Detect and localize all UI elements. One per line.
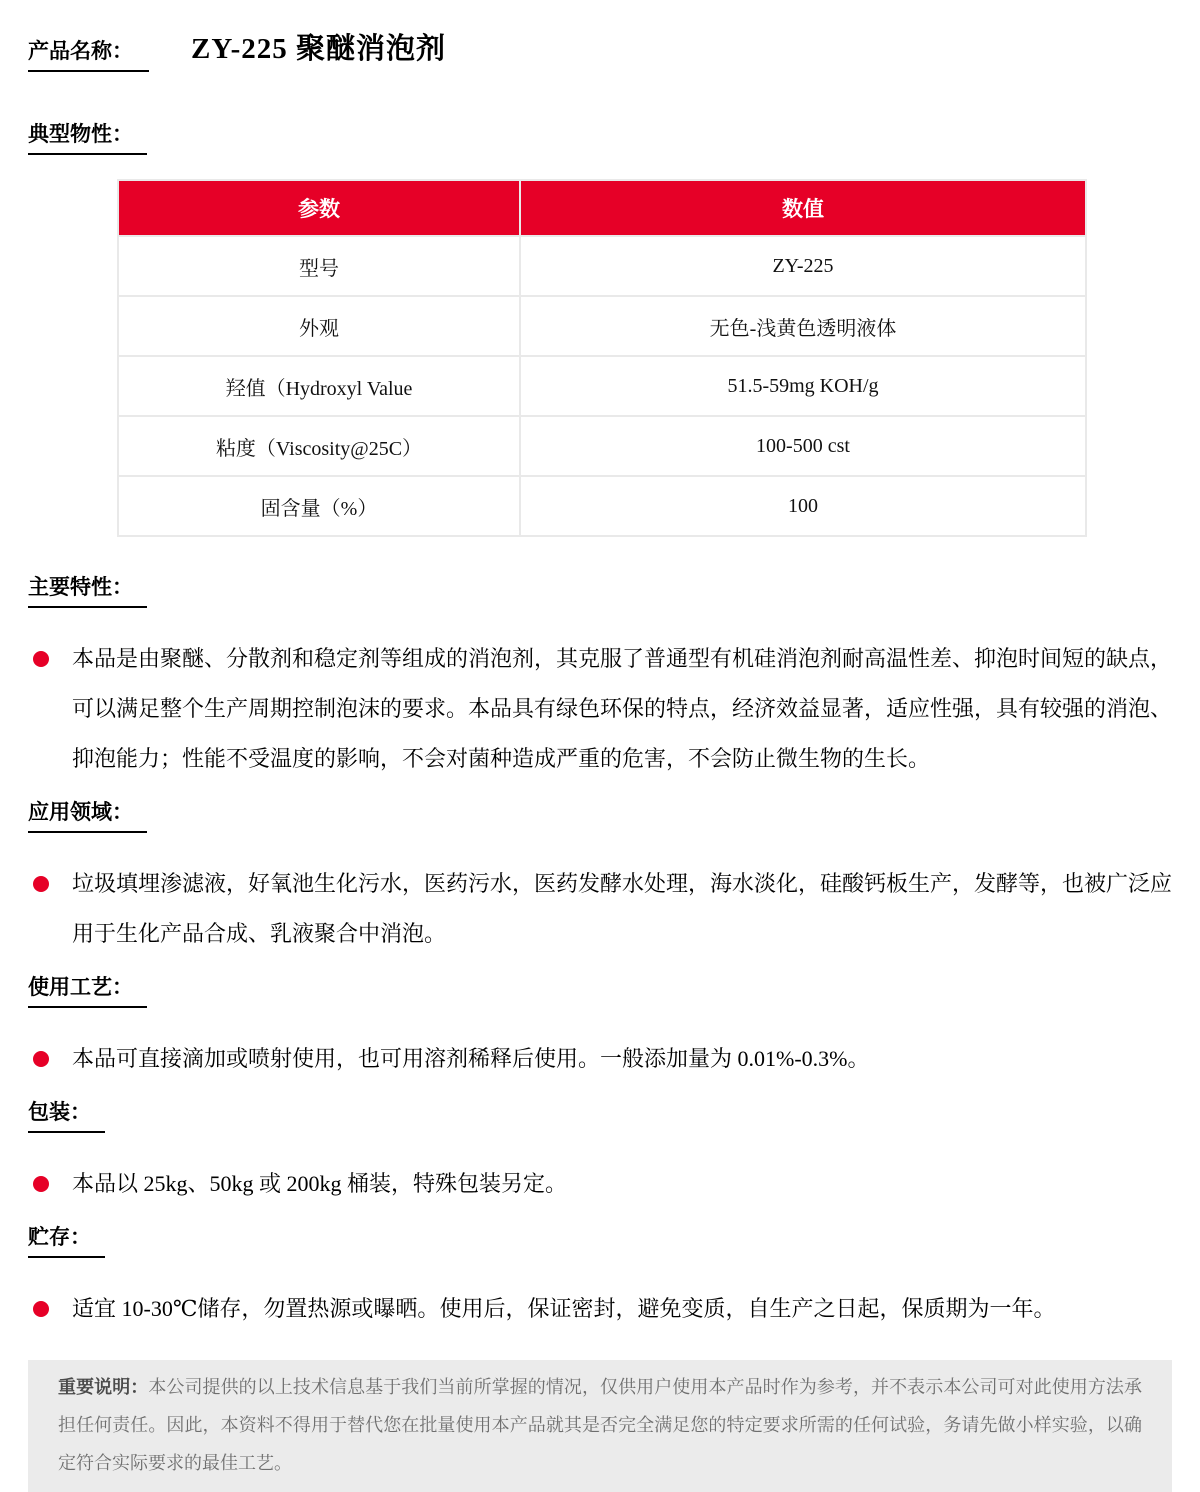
bullet-icon <box>33 1176 49 1192</box>
packaging-text: 本品以 25kg、50kg 或 200kg 桶装，特殊包装另定。 <box>72 1171 568 1196</box>
product-name: ZY-225 聚醚消泡剂 <box>191 33 447 65</box>
table-header-value: 数值 <box>520 180 1086 236</box>
section-heading-typical-properties: 典型物性： <box>28 118 147 155</box>
usage-text: 本品可直接滴加或喷射使用，也可用溶剂稀释后使用。一般添加量为 0.01%-0.3%。 <box>72 1046 870 1071</box>
section-heading-features: 主要特性： <box>28 571 147 608</box>
storage-bullet <box>28 1284 1172 1334</box>
footer-text: 本公司提供的以上技术信息基于我们当前所掌握的情况，仅供用户使用本产品时作为参考，并不表示本公司可对此使用方法承担任何责任。因此，本资料不得用于替代您在批量使用本产品就其是否完全满足您的特定要求所需的任何试验，务请先做小样实验，以确定符合实际要求的最佳工艺。 <box>58 1377 1142 1473</box>
table-cell-solids-value: 100 <box>520 476 1086 536</box>
section-heading-storage: 贮存： <box>28 1221 105 1258</box>
title-row <box>28 26 1172 72</box>
table-cell-model-value: ZY-225 <box>520 236 1086 296</box>
table-row <box>118 476 1086 536</box>
features-text: 本品是由聚醚、分散剂和稳定剂等组成的消泡剂，其克服了普通型有机硅消泡剂耐高温性差、抑泡时间短的缺点，可以满足整个生产周期控制泡沫的要求。本品具有绿色环保的特点，经济效益显著，适应性强，具有较强的消泡、抑泡能力；性能不受温度的影响，不会对菌种造成严重的危害，不会防止微生物的生长。 <box>72 646 1173 771</box>
storage-text: 适宜 10-30℃储存，勿置热源或曝晒。使用后，保证密封，避免变质，自生产之日起，保质期为一年。 <box>72 1296 1056 1321</box>
product-name-label: 产品名称： <box>28 35 149 72</box>
bullet-icon <box>33 876 49 892</box>
section-heading-applications: 应用领域： <box>28 796 147 833</box>
table-cell-hydroxyl-value: 51.5-59mg KOH/g <box>520 356 1086 416</box>
usage-bullet <box>28 1034 1172 1084</box>
table-cell-viscosity-value: 100-500 cst <box>520 416 1086 476</box>
table-header-row <box>118 180 1086 236</box>
properties-table <box>117 179 1087 537</box>
table-row <box>118 416 1086 476</box>
table-cell-viscosity-label: 粘度（Viscosity@25C） <box>118 416 520 476</box>
table-cell-appearance-label: 外观 <box>118 296 520 356</box>
section-heading-packaging: 包装： <box>28 1096 105 1133</box>
footer-note <box>28 1360 1172 1492</box>
table-row <box>118 296 1086 356</box>
bullet-icon <box>33 1051 49 1067</box>
table-header-parameter: 参数 <box>118 180 520 236</box>
table-cell-appearance-value: 无色-浅黄色透明液体 <box>520 296 1086 356</box>
applications-bullet <box>28 859 1172 959</box>
packaging-bullet <box>28 1159 1172 1209</box>
section-heading-usage: 使用工艺： <box>28 971 147 1008</box>
table-cell-solids-label: 固含量（%） <box>118 476 520 536</box>
footer-label: 重要说明： <box>58 1377 149 1397</box>
applications-text: 垃圾填埋渗滤液，好氧池生化污水，医药污水，医药发酵水处理，海水淡化，硅酸钙板生产，发酵等，也被广泛应用于生化产品合成、乳液聚合中消泡。 <box>72 871 1173 946</box>
table-cell-model-label: 型号 <box>118 236 520 296</box>
table-cell-hydroxyl-label: 羟值（Hydroxyl Value <box>118 356 520 416</box>
bullet-icon <box>33 1301 49 1317</box>
table-row <box>118 236 1086 296</box>
features-bullet <box>28 634 1172 784</box>
table-row <box>118 356 1086 416</box>
bullet-icon <box>33 651 49 667</box>
